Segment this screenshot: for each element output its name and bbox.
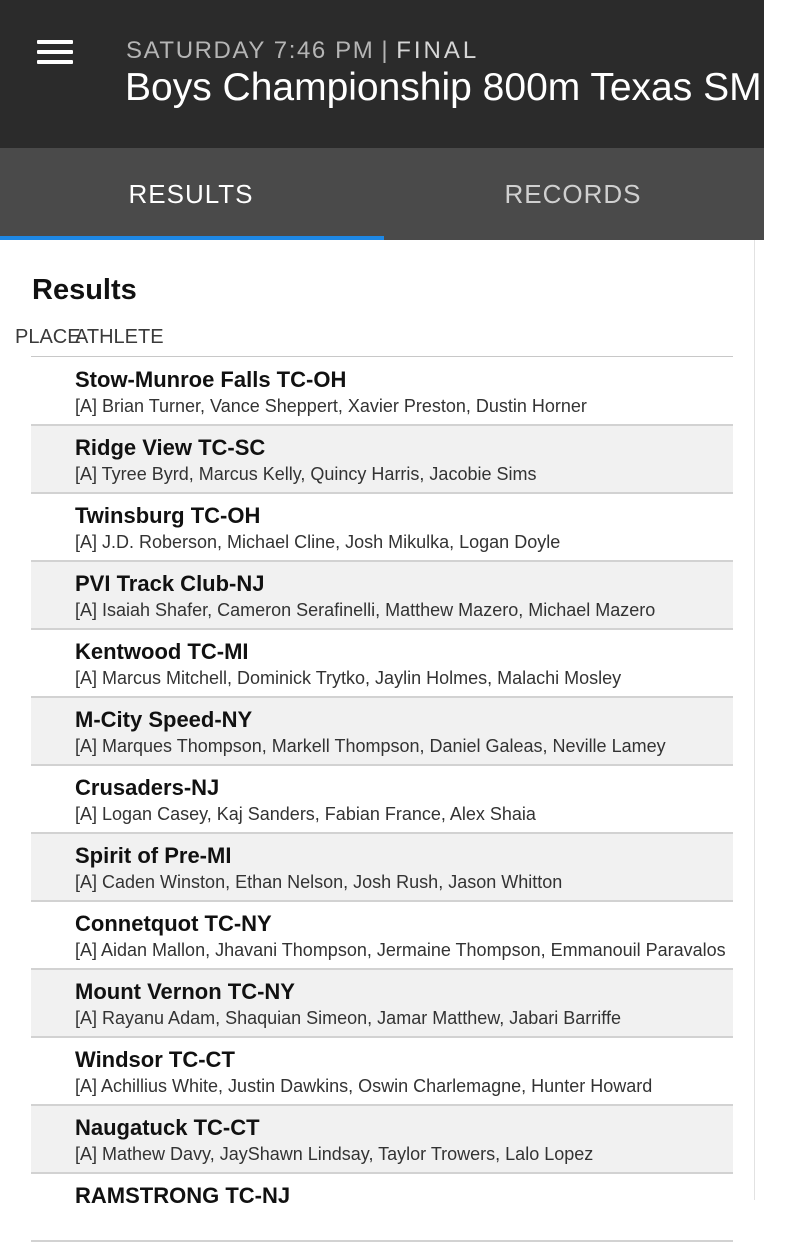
team-name: Kentwood TC-MI: [75, 639, 249, 664]
menu-bar-line: [37, 50, 73, 54]
table-row[interactable]: [31, 1174, 733, 1242]
team-name: Connetquot TC-NY: [75, 911, 272, 936]
hamburger-menu-icon[interactable]: [20, 26, 90, 78]
athlete-list: [A] Rayanu Adam, Shaquian Simeon, Jamar Matthew, Jabari Barriffe: [75, 1008, 621, 1028]
table-row[interactable]: [31, 426, 733, 494]
results-panel: [0, 240, 764, 1208]
athlete-list: [A] Marcus Mitchell, Dominick Trytko, Jaylin Holmes, Malachi Mosley: [75, 668, 622, 688]
app-bar: [0, 0, 790, 148]
table-row[interactable]: [31, 902, 733, 970]
table-row[interactable]: [31, 494, 733, 562]
table-row[interactable]: [31, 1038, 733, 1106]
menu-bar-line: [37, 60, 73, 64]
team-name: Stow-Munroe Falls TC-OH: [75, 367, 347, 392]
tab-results[interactable]: RESULTS: [128, 178, 254, 209]
column-header-place: PLACE: [15, 326, 81, 348]
table-row[interactable]: [31, 970, 733, 1038]
team-name: Naugatuck TC-CT: [75, 1115, 260, 1140]
table-row[interactable]: [31, 562, 733, 630]
athlete-list: [A] Mathew Davy, JayShawn Lindsay, Taylor Trowers, Lalo Lopez: [75, 1144, 594, 1164]
team-name: Windsor TC-CT: [75, 1047, 235, 1072]
tab-records[interactable]: RECORDS: [504, 178, 642, 209]
athlete-list: [A] Logan Casey, Kaj Sanders, Fabian France, Alex Shaia: [75, 804, 536, 824]
results-table: [31, 358, 733, 1242]
team-name: PVI Track Club-NJ: [75, 571, 265, 596]
table-row[interactable]: [31, 358, 733, 426]
event-subtitle: [126, 37, 479, 65]
athlete-list: [A] Aidan Mallon, Jhavani Thompson, Jermaine Thompson, Emmanouil Paravalos: [75, 940, 726, 960]
table-row[interactable]: [31, 630, 733, 698]
athlete-list: [A] Brian Turner, Vance Sheppert, Xavier Preston, Dustin Horner: [75, 396, 587, 416]
tab-bar: [0, 148, 764, 240]
table-row[interactable]: [31, 766, 733, 834]
table-row[interactable]: [31, 1106, 733, 1174]
section-title: Results: [32, 274, 137, 306]
column-header-athlete: ATHLETE: [75, 326, 164, 348]
subtitle-separator: |: [381, 37, 390, 64]
team-name: RAMSTRONG TC-NJ: [75, 1183, 291, 1208]
table-header: [15, 326, 733, 357]
athlete-list: [A] Tyree Byrd, Marcus Kelly, Quincy Harris, Jacobie Sims: [75, 464, 537, 484]
team-name: Crusaders-NJ: [75, 775, 220, 800]
athlete-list: [A] J.D. Roberson, Michael Cline, Josh Mikulka, Logan Doyle: [75, 532, 561, 552]
event-status: FINAL: [396, 37, 480, 64]
table-row[interactable]: [31, 834, 733, 902]
athlete-list: [A] Marques Thompson, Markell Thompson, Daniel Galeas, Neville Lamey: [75, 736, 666, 756]
table-row[interactable]: [31, 698, 733, 766]
event-title: Boys Championship 800m Texas SMR: [125, 66, 790, 109]
team-name: Mount Vernon TC-NY: [75, 979, 295, 1004]
team-name: M-City Speed-NY: [75, 707, 253, 732]
athlete-list: [A] Caden Winston, Ethan Nelson, Josh Rush, Jason Whitton: [75, 872, 563, 892]
scroll-edge: [754, 240, 765, 1200]
athlete-list: [A] Achillius White, Justin Dawkins, Oswin Charlemagne, Hunter Howard: [75, 1076, 653, 1096]
team-name: Ridge View TC-SC: [75, 435, 266, 460]
event-day-time: SATURDAY 7:46 PM: [126, 37, 375, 64]
team-name: Spirit of Pre-MI: [75, 843, 232, 868]
team-name: Twinsburg TC-OH: [75, 503, 261, 528]
athlete-list: [A] Isaiah Shafer, Cameron Serafinelli, Matthew Mazero, Michael Mazero: [75, 600, 656, 620]
menu-bar-line: [37, 40, 73, 44]
